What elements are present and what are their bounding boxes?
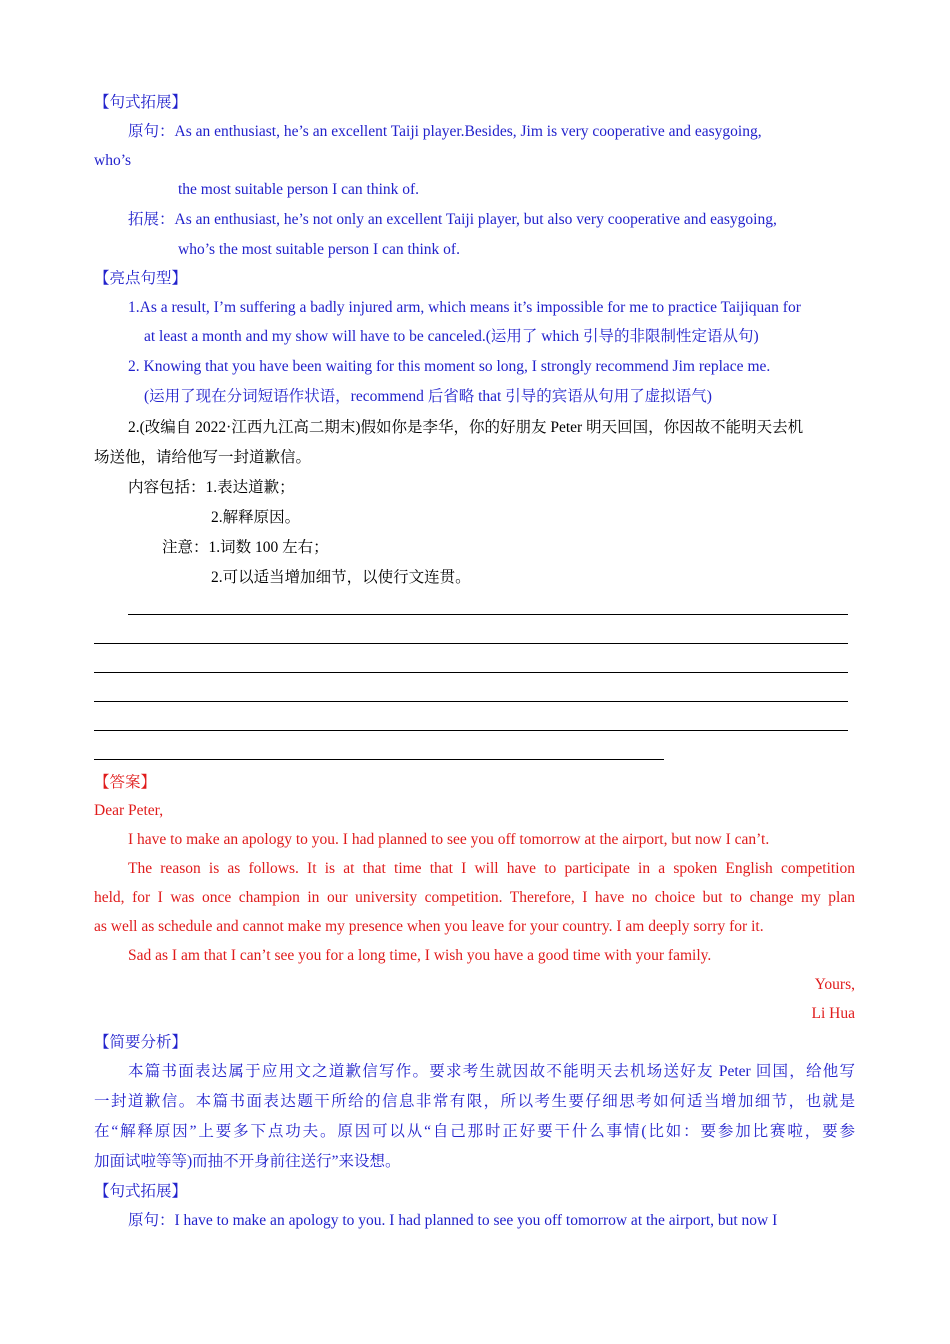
letter-greeting: Dear Peter, — [94, 802, 164, 819]
letter-paragraph-1: I have to make an apology to you. I had planned to see you off tomorrow at the airport, but now I can’t. — [128, 831, 770, 848]
highlight-sentence-2: 2. Knowing that you have been waiting for this moment so long, I strongly recommend Jim replace me. — [128, 358, 771, 375]
answer-blank-line — [94, 759, 664, 760]
task-prompt: 2.(改编自 2022·江西九江高二期末)假如你是李华，你的好朋友 Peter 明天回国，你因故不能明天去机 — [128, 419, 804, 436]
original-sentence-line-2: 原句：I have to make an apology to you. I had planned to see you off tomorrow at the airport, but now I — [128, 1212, 778, 1229]
answer-blank-line — [128, 614, 848, 615]
highlight-sentence-1: 1.As a result, I’m suffering a badly injured arm, which means it’s impossible for me to practice Taijiquan for — [128, 299, 801, 316]
original-label: 原句： — [128, 123, 175, 140]
content-requirements: 内容包括：1.表达道歉； — [128, 479, 295, 496]
letter-paragraph-2: The reason is as follows. It is at that time that I will have to participate in a spoken English competition — [128, 860, 855, 877]
analysis-paragraph-cont: 一封道歉信。本篇书面表达题干所给的信息非常有限，所以考生要仔细思考如何适当增加细节，也就是 — [94, 1093, 855, 1110]
expanded-sentence-line: 拓展：As an enthusiast, he’s not only an excellent Taiji player, but also very cooperative and easygoing, — [128, 211, 777, 228]
letter-closing: Yours, — [814, 976, 855, 993]
section-header-expansion: 【句式拓展】 — [94, 94, 188, 111]
section-header-highlight: 【亮点句型】 — [94, 270, 188, 287]
note-item-2: 2.可以适当增加细节，以使行文连贯。 — [211, 569, 471, 586]
note-label: 注意： — [162, 539, 209, 556]
section-header-expansion-2: 【句式拓展】 — [94, 1183, 188, 1200]
analysis-paragraph: 本篇书面表达属于应用文之道歉信写作。要求考生就因故不能明天去机场送好友 Peter 回国，给他写 — [128, 1063, 855, 1080]
content-item-2: 2.解释原因。 — [211, 509, 301, 526]
original-label: 原句： — [128, 1212, 175, 1229]
note-requirements: 注意：1.词数 100 左右； — [162, 539, 329, 556]
highlight-sentence-1-cont: at least a month and my show will have to be canceled.(运用了 which 引导的非限制性定语从句) — [144, 328, 759, 345]
content-label: 内容包括： — [128, 479, 206, 496]
original-sentence-line: 原句：As an enthusiast, he’s an excellent Taiji player.Besides, Jim is very cooperative and easygoing, — [128, 123, 762, 140]
section-header-answer: 【答案】 — [94, 774, 157, 791]
expanded-sentence-cont: who’s the most suitable person I can think of. — [178, 241, 460, 258]
answer-blank-line — [94, 730, 848, 731]
answer-blank-line — [94, 701, 848, 702]
expanded-label: 拓展： — [128, 211, 175, 228]
letter-paragraph-3: Sad as I am that I can’t see you for a long time, I wish you have a good time with your family. — [128, 947, 712, 964]
original-sentence-cont: the most suitable person I can think of. — [178, 181, 420, 198]
letter-paragraph-2-end: as well as schedule and cannot make my presence when you leave for your country. I am deeply sorry for it. — [94, 918, 764, 935]
section-header-analysis: 【简要分析】 — [94, 1034, 188, 1051]
answer-blank-line — [94, 672, 848, 673]
highlight-sentence-2-cont: (运用了现在分词短语作状语，recommend 后省略 that 引导的宾语从句用了虚拟语气) — [144, 388, 712, 405]
letter-paragraph-2-cont: held, for I was once champion in our university competition. Therefore, I have no choice but to change my plan — [94, 889, 855, 906]
task-prompt-cont: 场送他，请给他写一封道歉信。 — [94, 449, 312, 466]
original-sentence-wrap: who’s — [94, 152, 132, 169]
analysis-paragraph-cont: 在“解释原因”上要多下点功夫。原因可以从“自己那时正好要干什么事情(比如：要参加比赛啦，要参 — [94, 1123, 855, 1140]
answer-blank-line — [94, 643, 848, 644]
analysis-paragraph-end: 加面试啦等等)而抽不开身前往送行”来设想。 — [94, 1153, 401, 1170]
letter-signature: Li Hua — [811, 1005, 855, 1022]
